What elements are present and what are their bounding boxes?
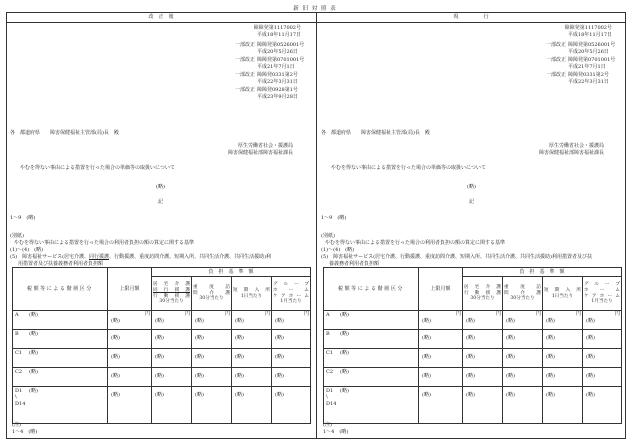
burden-cell [152, 330, 192, 349]
amendment-date: 平成20年5月26日 [568, 49, 609, 55]
amended-underline: 同行援護 [89, 254, 110, 260]
table-row [324, 368, 622, 387]
burden-standard-header: 負 担 基 準 額 [152, 268, 311, 277]
cell-value: (略) [111, 373, 120, 379]
left-column-heading: 改 正 後 [148, 14, 174, 20]
cell-value: (略) [586, 335, 595, 341]
subject-line: やむを得ない事由による措置を行った場合の単価等の取扱いについて [331, 165, 486, 171]
cell-value: (略) [466, 318, 475, 324]
attachment-title: やむを得ない事由による措置を行った場合の利用者負担の額の算定に関する基準 [14, 240, 195, 246]
notice-date: 平成18年11月17日 [256, 32, 301, 38]
amendment-number: 障障発第0526001号 [568, 42, 616, 48]
burden-cell [543, 349, 583, 368]
ki-marker: 記 [158, 199, 164, 205]
short-stay-header: 短期入所 1日当たり [232, 277, 272, 311]
burden-cell [232, 349, 272, 368]
amended-underline: 同行援護 [153, 287, 190, 293]
burden-cell [583, 311, 622, 330]
amendment-date: 平成21年7月1日 [257, 64, 295, 70]
burden-cell [583, 330, 622, 349]
cell-value: (略) [235, 392, 244, 398]
cell-value: (略) [546, 373, 555, 379]
cell-value: (略) [422, 335, 431, 341]
group-home-header: グループ ホーム ケアホーム 1月当たり [583, 277, 622, 311]
ki-marker: 記 [469, 199, 475, 205]
bracket-code: C2 (略) [13, 368, 108, 387]
burden-cell [152, 387, 192, 424]
items-1-9: 1～9 (略) [10, 215, 36, 221]
burden-standard-header: 負 担 基 準 額 [463, 268, 622, 277]
table-row [13, 311, 311, 330]
bracket-code: C1 (略) [324, 349, 419, 368]
cell-value: (略) [466, 373, 475, 379]
bracket-header: 税額等による階層区分 [324, 268, 419, 311]
cell-value: (略) [195, 335, 204, 341]
burden-cell [272, 349, 311, 368]
cell-value: (略) [275, 373, 284, 379]
cell-value: (略) [195, 392, 204, 398]
table-row [13, 330, 311, 349]
amendment-entry [544, 57, 616, 63]
amendment-date: 平成22年3月31日 [257, 79, 298, 85]
item-5-line-1: (5) 障害福祉サービス(居宅介護、行動援護、重度訪問介護、短期入所、共同生活介護、共同生活援助)利用措置者及び扶 [321, 254, 592, 260]
burden-cell [463, 330, 503, 349]
upper-limit-cell [108, 387, 152, 424]
burden-cell [272, 311, 311, 330]
bracket-header: 税額等による階層区分 [13, 268, 108, 311]
upper-limit-cell [419, 368, 463, 387]
severe-visit-header: 重度訪 問介護 30分当たり [192, 277, 232, 311]
cell-value: (略) [111, 318, 120, 324]
amendment-date: 平成22年3月31日 [568, 79, 609, 85]
burden-cell [232, 330, 272, 349]
burden-rows [13, 311, 311, 424]
omitted-body: (略) [156, 184, 165, 190]
bracket-value: (略) [29, 350, 38, 356]
bracket-value: (略) [340, 369, 349, 375]
item-5-line-2: 養義務者利用者負担額 [329, 261, 380, 267]
cell-value: (略) [195, 354, 204, 360]
burden-cell [152, 349, 192, 368]
burden-rows [324, 311, 622, 424]
cell-value: (略) [155, 318, 164, 324]
cell-value: (略) [506, 354, 515, 360]
cell-value: (略) [155, 392, 164, 398]
table-row [324, 387, 622, 424]
cell-value: (略) [586, 318, 595, 324]
bracket-code: A (略) [324, 311, 419, 330]
upper-limit-cell [419, 387, 463, 424]
cell-value: (略) [422, 373, 431, 379]
amendment-date: 平成20年5月26日 [257, 49, 298, 55]
home-care-header: 居宅介護 同行援護 行動援護 30分当たり [152, 277, 192, 311]
amendment-label: 一部改正 [545, 42, 566, 48]
cell-value: (略) [235, 354, 244, 360]
notice-date: 平成18年11月17日 [567, 32, 612, 38]
burden-cell [232, 311, 272, 330]
bracket-code: D1 \ D14 (略) [324, 387, 419, 424]
amendment-number: 障障発0928第1号 [257, 87, 298, 93]
notice-number: 障障発第1117002号 [564, 25, 612, 31]
yen-unit: 円 [535, 311, 541, 317]
table-row [324, 349, 622, 368]
bracket-code: C1 (略) [13, 349, 108, 368]
cell-value: (略) [195, 373, 204, 379]
amendment-number: 障障発0331第2号 [568, 72, 609, 78]
burden-table [12, 267, 311, 424]
yen-unit: 円 [304, 311, 310, 317]
amendment-entry [233, 57, 305, 63]
current-column [319, 22, 624, 439]
omitted-body: (略) [467, 184, 476, 190]
upper-limit-cell [419, 330, 463, 349]
notes-1-4: 1～4 (略) [323, 429, 349, 435]
attachment-label: (別紙) [10, 233, 24, 239]
notice-number: 障障発第1117002号 [253, 25, 301, 31]
burden-cell [503, 330, 543, 349]
burden-cell [503, 311, 543, 330]
items-1-4-paren: (1)～(4) (略) [10, 247, 44, 253]
bracket-value: (略) [340, 388, 349, 394]
amendment-label: 一部改正 [545, 57, 566, 63]
bracket-value: (略) [29, 331, 38, 337]
burden-cell [503, 349, 543, 368]
revised-column [8, 22, 313, 439]
items-1-9: 1～9 (略) [321, 215, 347, 221]
addressee: 各 都道府県 障害保健福祉主管部(局)長 殿 [321, 130, 430, 136]
attachment-label: (別紙) [321, 233, 335, 239]
cell-value: (略) [275, 335, 284, 341]
burden-cell [543, 387, 583, 424]
burden-cell [192, 387, 232, 424]
cell-value: (略) [275, 318, 284, 324]
cell-value: (略) [466, 335, 475, 341]
burden-cell [583, 349, 622, 368]
yen-unit: 円 [264, 311, 270, 317]
amendment-number: 障障発第0701001号 [257, 57, 305, 63]
burden-cell [152, 368, 192, 387]
cell-value: (略) [235, 335, 244, 341]
cell-value: (略) [586, 354, 595, 360]
burden-cell [543, 330, 583, 349]
table-row [13, 349, 311, 368]
cell-value: (略) [422, 354, 431, 360]
burden-cell [463, 349, 503, 368]
severe-visit-header: 重度訪 問介護 30分当たり [503, 277, 543, 311]
upper-limit-cell [108, 330, 152, 349]
table-row [324, 330, 622, 349]
cell-value: (略) [111, 392, 120, 398]
amendment-label: 一部改正 [234, 42, 255, 48]
burden-cell [463, 368, 503, 387]
notes-1-4: 1～4 (略) [12, 429, 38, 435]
burden-cell [503, 368, 543, 387]
home-care-header: 居宅介護 行動援護 30分当たり [463, 277, 503, 311]
column-divider [316, 12, 317, 439]
attachment-title: やむを得ない事由による措置を行った場合の利用者負担の額の算定に関する基準 [325, 240, 506, 246]
cell-value: (略) [546, 354, 555, 360]
cell-value: (略) [466, 354, 475, 360]
amendment-entry [233, 42, 305, 48]
burden-cell [583, 368, 622, 387]
bracket-code: B (略) [324, 330, 419, 349]
cell-value: (略) [111, 335, 120, 341]
burden-cell [503, 387, 543, 424]
table-row [13, 387, 311, 424]
item-5-line-1: (5) 障害福祉サービス(居宅介護、同行援護、行動援護、重度訪問介護、短期入所、共同生活介護、共同生活援助)利 [10, 254, 272, 260]
amendment-label: 一部改正 [234, 72, 255, 78]
cell-value: (略) [275, 392, 284, 398]
yen-unit: 円 [615, 311, 621, 317]
bracket-code: D1 \ D14 (略) [13, 387, 108, 424]
upper-limit-cell [108, 349, 152, 368]
burden-cell [192, 311, 232, 330]
amendment-entry [544, 42, 616, 48]
cell-value: (略) [235, 373, 244, 379]
cell-value: (略) [586, 373, 595, 379]
upper-limit-cell [419, 311, 463, 330]
yen-unit: 円 [144, 311, 150, 317]
burden-cell [463, 311, 503, 330]
bracket-value: (略) [29, 312, 38, 318]
burden-cell [192, 349, 232, 368]
burden-cell [543, 368, 583, 387]
cell-value: (略) [195, 318, 204, 324]
burden-cell [152, 311, 192, 330]
sender-bureau: 厚生労働省社会・援護局 [237, 143, 293, 149]
addressee: 各 都道府県 障害保健福祉主管部(局)長 殿 [10, 130, 119, 136]
burden-cell [272, 368, 311, 387]
amendment-number: 障障発第0526001号 [257, 42, 305, 48]
subject-line: やむを得ない事由による措置を行った場合の単価等の取扱いについて [20, 165, 175, 171]
cell-value: (略) [546, 335, 555, 341]
cell-value: (略) [506, 392, 515, 398]
cell-value: (略) [155, 354, 164, 360]
right-column-heading: 現 行 [453, 14, 489, 20]
page-title: 新 旧 対 照 表 [293, 6, 337, 12]
yen-unit: 円 [224, 311, 230, 317]
upper-limit-cell [108, 311, 152, 330]
table-row [324, 311, 622, 330]
bracket-value: (略) [29, 388, 38, 394]
burden-cell [232, 368, 272, 387]
upper-limit-header: 上限月額 [108, 268, 152, 311]
burden-cell [232, 387, 272, 424]
item-5-line-2: 用措置者及び扶養義務者利用者負担額 [18, 261, 104, 267]
burden-cell [463, 387, 503, 424]
bracket-value: (略) [340, 331, 349, 337]
bracket-code: B (略) [13, 330, 108, 349]
upper-limit-cell [108, 368, 152, 387]
sender-bureau: 厚生労働省社会・援護局 [548, 143, 604, 149]
amendment-entry [544, 72, 612, 78]
bracket-code: C2 (略) [324, 368, 419, 387]
cell-value: (略) [422, 392, 431, 398]
bracket-code: A (略) [13, 311, 108, 330]
note-label: (注) [323, 422, 332, 428]
burden-cell [272, 387, 311, 424]
cell-value: (略) [422, 318, 431, 324]
amendment-date: 平成23年9月28日 [257, 94, 298, 100]
bracket-value: (略) [340, 350, 349, 356]
items-1-4-paren: (1)～(4) (略) [321, 247, 355, 253]
amendment-label: 一部改正 [234, 57, 255, 63]
cell-value: (略) [506, 318, 515, 324]
cell-value: (略) [155, 373, 164, 379]
burden-cell [192, 330, 232, 349]
cell-value: (略) [546, 392, 555, 398]
burden-cell [272, 330, 311, 349]
yen-unit: 円 [455, 311, 461, 317]
amendment-number: 障障発第0701001号 [568, 57, 616, 63]
cell-value: (略) [111, 354, 120, 360]
sender-division: 障害保健福祉部障害福祉課長 [227, 150, 293, 156]
burden-cell [543, 311, 583, 330]
amendment-label: 一部改正 [545, 72, 566, 78]
cell-value: (略) [275, 354, 284, 360]
group-home-header: グループ ホーム ケアホーム 1月当たり [272, 277, 311, 311]
burden-table [323, 267, 622, 424]
amendment-label: 一部改正 [234, 87, 255, 93]
amendment-entry [233, 87, 301, 93]
cell-value: (略) [466, 392, 475, 398]
amendment-number: 障障発0331第2号 [257, 72, 298, 78]
burden-cell [583, 387, 622, 424]
cell-value: (略) [546, 318, 555, 324]
yen-unit: 円 [495, 311, 501, 317]
short-stay-header: 短期入所 1日当たり [543, 277, 583, 311]
cell-value: (略) [155, 335, 164, 341]
yen-unit: 円 [184, 311, 190, 317]
table-row [13, 368, 311, 387]
cell-value: (略) [235, 318, 244, 324]
cell-value: (略) [506, 335, 515, 341]
bracket-value: (略) [29, 369, 38, 375]
note-label: (注) [12, 422, 21, 428]
cell-value: (略) [586, 392, 595, 398]
yen-unit: 円 [575, 311, 581, 317]
sender-division: 障害保健福祉部障害福祉課長 [538, 150, 604, 156]
amendment-date: 平成21年7月1日 [568, 64, 606, 70]
bracket-value: (略) [340, 312, 349, 318]
cell-value: (略) [506, 373, 515, 379]
upper-limit-header: 上限月額 [419, 268, 463, 311]
burden-cell [192, 368, 232, 387]
amendment-entry [233, 72, 301, 78]
upper-limit-cell [419, 349, 463, 368]
